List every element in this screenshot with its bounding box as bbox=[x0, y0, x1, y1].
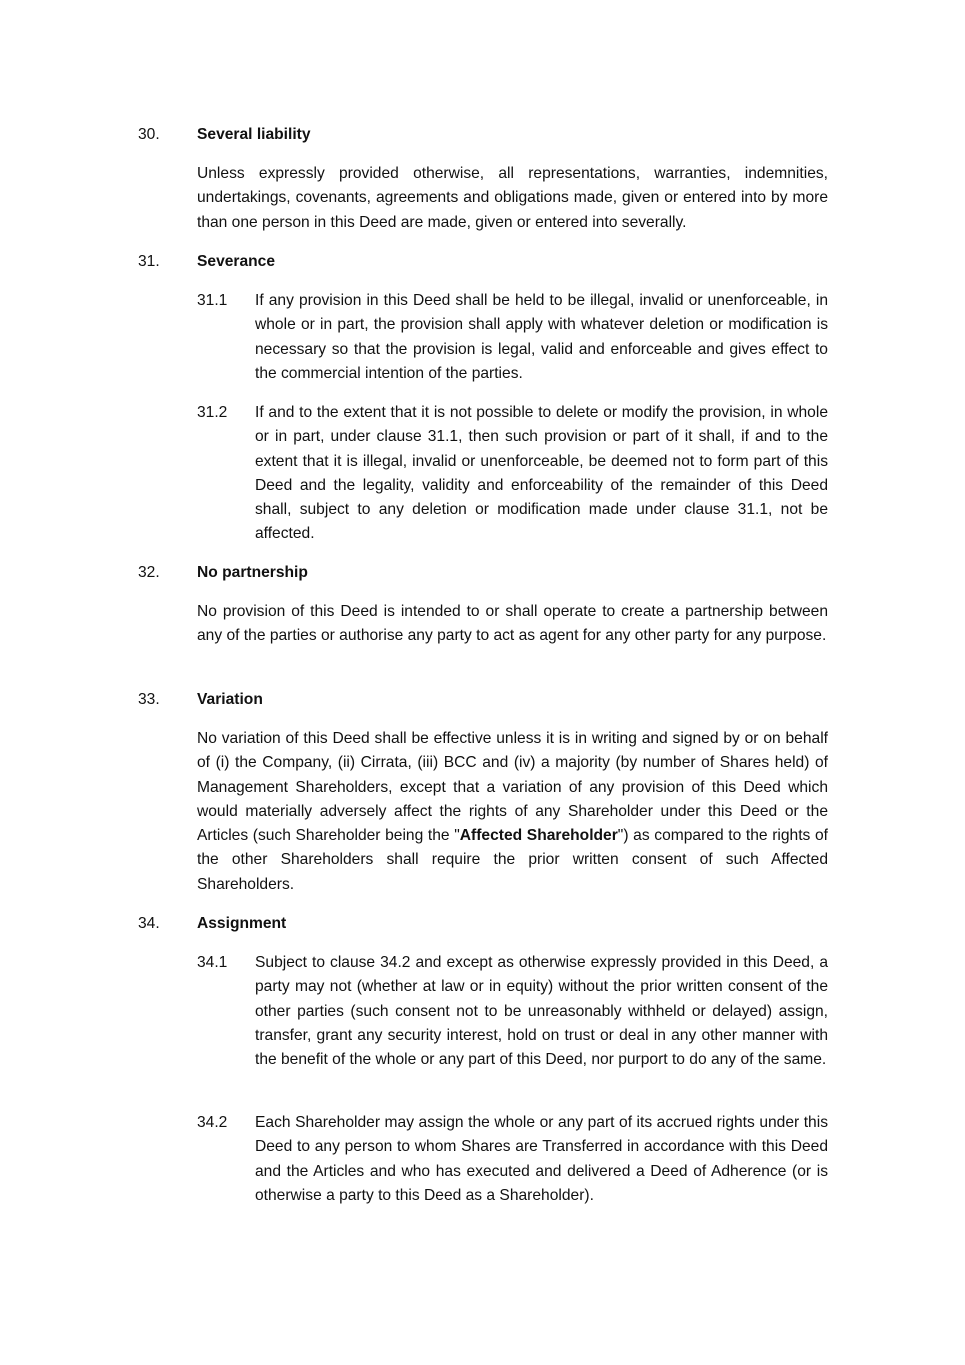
clause-32-heading bbox=[138, 561, 828, 585]
clause-title: Severance bbox=[197, 253, 276, 270]
clause-30-body: Unless expressly provided otherwise, all representations, warranties, indemnities, undertakings, covenants, agreements and obligations made, given or entered into by more than one person in this Deed are made, given or entered into severally. bbox=[197, 165, 828, 231]
clause-33-body bbox=[197, 727, 828, 897]
subclause-number: 34.2 bbox=[197, 1114, 228, 1131]
clause-30-heading bbox=[138, 123, 828, 147]
clause-32-body: No provision of this Deed is intended to or shall operate to create a partnership between any of the parties or authorise any party to act as agent for any other party for any purpose. bbox=[197, 603, 828, 645]
clause-number: 30. bbox=[138, 126, 160, 143]
defined-term-affected-shareholder: Affected Shareholder bbox=[459, 827, 618, 845]
clause-number: 32. bbox=[138, 564, 160, 581]
clause-title: No partnership bbox=[197, 564, 308, 581]
clause-number: 33. bbox=[138, 691, 160, 708]
subclause-number: 31.2 bbox=[197, 404, 228, 421]
clause-33-body-start: No variation of this Deed shall be effective unless it is in writing and signed by or on behalf of (i) the Company, (ii) Cirrata, (iii) BCC and (iv) a majority (by number of Shares held) of Management Shareholders, except that a variation of any provision of this Deed which would materially adversely affect the rights of any Shareholder under this Deed or the Articles (such Shareholder being the " bbox=[197, 730, 828, 845]
clause-31-heading bbox=[138, 250, 828, 274]
subclause-text: Subject to clause 34.2 and except as otherwise expressly provided in this Deed, a party may not (whether at law or in equity) without the prior written consent of the other parties (such consent not to be unreasonably withheld or delayed) assign, transfer, grant any security interest, hold on trust or deal in any other manner with the benefit of the whole or any part of this Deed, nor purport to do any of the same. bbox=[255, 954, 828, 1069]
clause-number: 34. bbox=[138, 915, 160, 932]
clause-33-body-end: ") as compared to the rights of the other Shareholders shall require the prior written consent of such Affected Shareholders. bbox=[197, 827, 828, 893]
clause-34-heading bbox=[138, 912, 828, 936]
clause-number: 31. bbox=[138, 253, 160, 270]
clause-33-heading bbox=[138, 688, 828, 712]
subclause-text: Each Shareholder may assign the whole or any part of its accrued rights under this Deed to any person to whom Shares are Transferred in accordance with this Deed and the Articles and who has executed and delivered a Deed of Adherence (or is otherwise a party to this Deed as a Shareholder). bbox=[255, 1114, 828, 1204]
subclause-text: If any provision in this Deed shall be held to be illegal, invalid or unenforceable, in whole or in part, the provision shall apply with whatever deletion or modification is necessary so that the provision is legal, valid and enforceable and gives effect to the commercial intention of the parties. bbox=[255, 292, 828, 382]
clause-title: Several liability bbox=[197, 126, 311, 143]
subclause-number: 34.1 bbox=[197, 954, 228, 971]
clause-title: Assignment bbox=[197, 915, 287, 932]
subclause-text: If and to the extent that it is not possible to delete or modify the provision, in whole or in part, under clause 31.1, then such provision or part of it shall, if and to the extent that it is illegal, invalid or unenforceable, be deemed not to form part of this Deed and the legality, validity and enforceability of the remainder of this Deed shall, subject to any deletion or modification made under clause 31.1, not be affected. bbox=[255, 404, 828, 543]
subclause-number: 31.1 bbox=[197, 292, 228, 309]
clause-title: Variation bbox=[197, 691, 263, 708]
